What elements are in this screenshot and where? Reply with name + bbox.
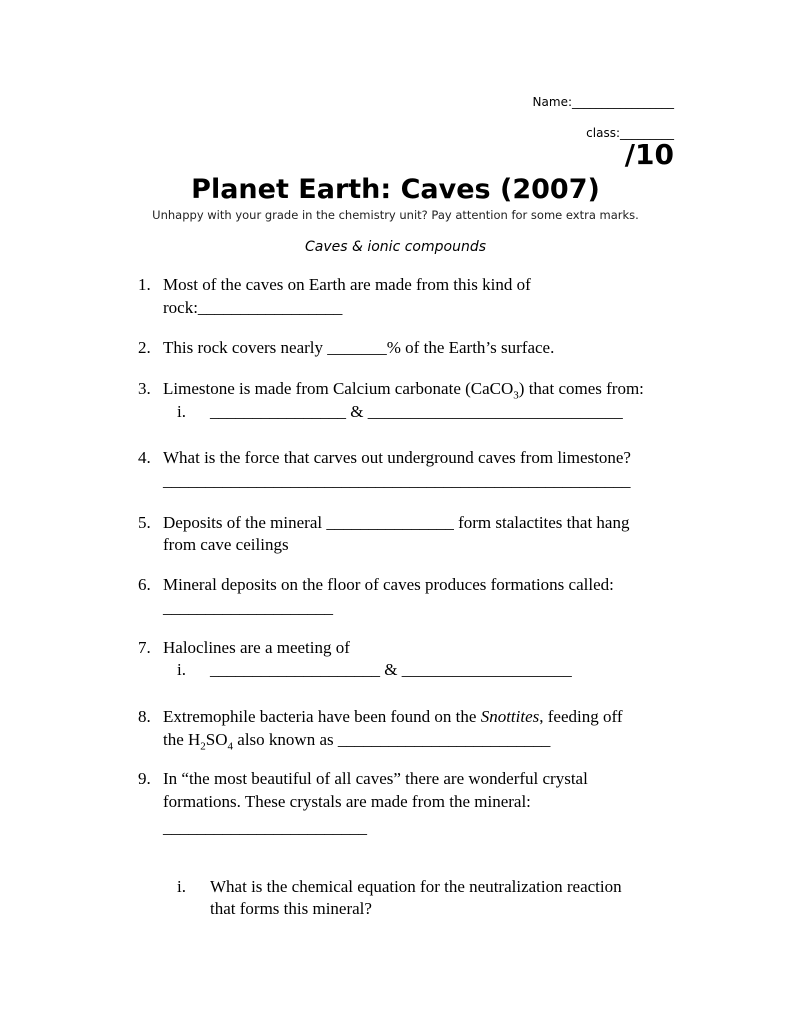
question-1-text: Most of the caves on Earth are made from this kind of [163,275,531,294]
question-2-text: This rock covers nearly _______% of the Earth’s surface. [163,338,555,357]
question-5-text-cont: from cave ceilings [163,535,289,554]
class-field[interactable]: class:_________ [586,126,674,140]
question-5-text: Deposits of the mineral _______________ form stalactites that hang [163,513,630,532]
question-3-number: 3. [138,379,151,398]
question-9i-roman: i. [177,877,186,896]
question-4-number: 4. [138,448,151,467]
question-6-answer-line[interactable]: ____________________ [163,598,333,617]
question-9-text: In “the most beautiful of all caves” there are wonderful crystal [163,769,588,788]
question-6-number: 6. [138,575,151,594]
name-field[interactable]: Name:_________________ [532,95,674,109]
question-8-number: 8. [138,707,151,726]
page-subtitle: Unhappy with your grade in the chemistry unit? Pay attention for some extra marks. [152,208,639,222]
question-9-number: 9. [138,769,151,788]
question-7-roman: i. [177,660,186,679]
question-7-number: 7. [138,638,151,657]
question-7-answer-line[interactable]: ____________________ & ____________________ [210,660,572,679]
question-9-text-cont: formations. These crystals are made from the mineral: [163,792,531,811]
question-8-text: Extremophile bacteria have been found on the Snottites, feeding off [163,707,623,726]
question-4-answer-line[interactable]: _______________________________________________________ [163,471,631,490]
question-8-answer-line[interactable]: the $H_2SO_4$ also known as _________________________ [163,730,551,753]
question-6-text: Mineral deposits on the floor of caves produces formations called: [163,575,614,594]
question-4-text: What is the force that carves out underground caves from limestone? [163,448,631,467]
question-1-answer-line[interactable]: rock:_________________ [163,298,343,317]
question-1-number: 1. [138,275,151,294]
question-9i-text: What is the chemical equation for the neutralization reaction [210,877,622,896]
question-3-answer-line[interactable]: ________________ & ______________________________ [210,402,623,421]
question-3-roman: i. [177,402,186,421]
question-9i-text-cont: that forms this mineral? [210,899,372,918]
question-2-number: 2. [138,338,151,357]
snottites-term: Snottites [480,707,540,726]
question-7-text: Haloclines are a meeting of [163,638,350,657]
question-9-answer-line[interactable]: ________________________ [163,818,367,837]
section-title: Caves & ionic compounds [304,239,486,255]
question-3-text: Limestone is made from Calcium carbonate (CaCO$_3$) that comes from: [163,379,644,402]
question-5-number: 5. [138,513,151,532]
score-total: /10 [624,138,674,171]
page-title: Planet Earth: Caves (2007) [191,174,600,205]
